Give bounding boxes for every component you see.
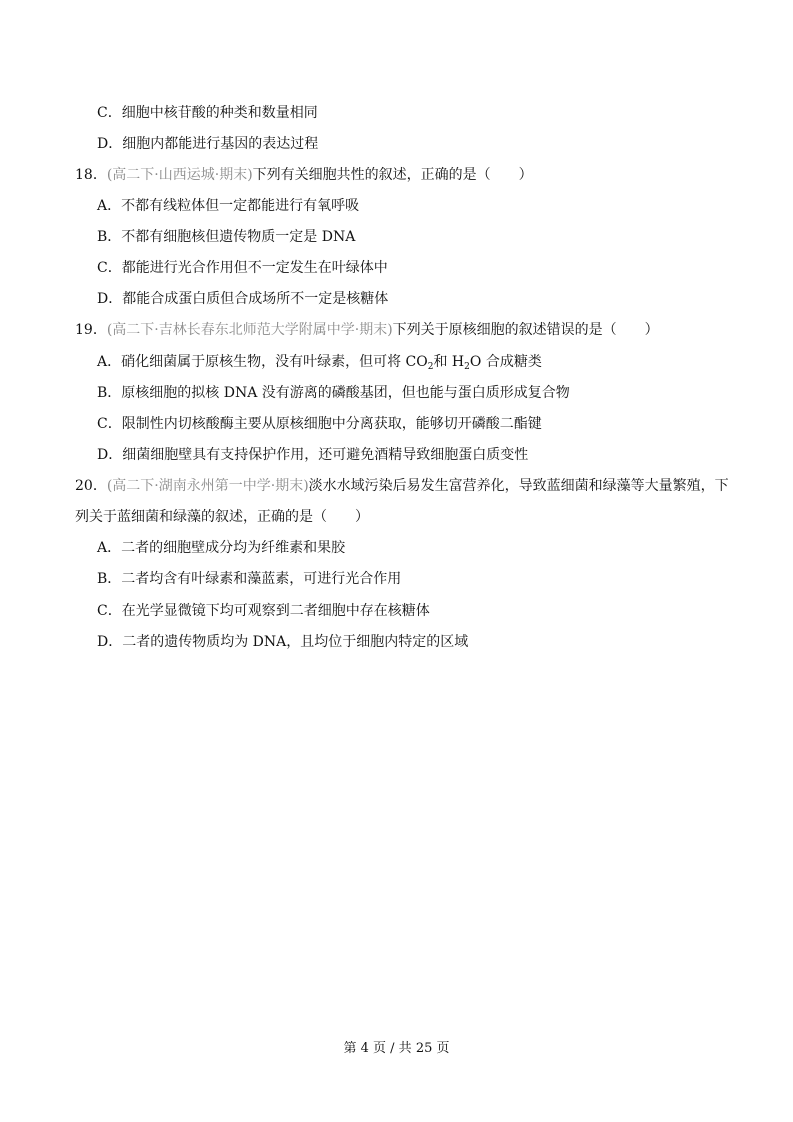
q19-option-a-text: A．硝化细菌属于原核生物，没有叶绿素，但可将 CO [97, 354, 428, 370]
q20-option-b: B．二者均含有叶绿素和藻蓝素，可进行光合作用 [97, 571, 402, 587]
page-number-footer: 第 4 页 / 共 25 页 [343, 1041, 450, 1056]
q18-number: 18． [75, 167, 107, 183]
q20-number: 20． [75, 478, 107, 494]
q20-source: (高二下·湖南永州第一中学·期末) [106, 478, 309, 494]
q20-option-d: D．二者的遗传物质均为 DNA，且均位于细胞内特定的区域 [97, 634, 469, 650]
q19-option-a-text-mid: 和 H [433, 354, 465, 370]
q18-option-a: A．不都有线粒体但一定都能进行有氧呼吸 [97, 198, 360, 214]
q18-source: (高二下·山西运城·期末) [106, 167, 253, 183]
q18-stem: 下列有关细胞共性的叙述，正确的是（ ） [252, 167, 533, 183]
q20-stem-line [75, 476, 729, 496]
q18-stem-line [75, 165, 533, 185]
q19-option-c: C．限制性内切核酸酶主要从原核细胞中分离获取，能够切开磷酸二酯键 [97, 416, 542, 432]
q17-option-d: D．细胞内都能进行基因的表达过程 [97, 136, 319, 152]
q20-stem-part1: 淡水水域污染后易发生富营养化，导致蓝细菌和绿藻等大量繁殖，下 [308, 478, 729, 494]
q18-option-b: B．不都有细胞核但遗传物质一定是 DNA [97, 229, 356, 245]
q20-option-a: A．二者的细胞壁成分均为纤维素和果胶 [97, 540, 346, 556]
q18-option-c: C．都能进行光合作用但不一定发生在叶绿体中 [97, 260, 388, 276]
q17-option-c: C．细胞中核苷酸的种类和数量相同 [97, 105, 318, 121]
q19-option-b: B．原核细胞的拟核 DNA 没有游离的磷酸基团，但也能与蛋白质形成复合物 [97, 385, 570, 401]
q20-stem-continuation: 列关于蓝细菌和绿藻的叙述，正确的是（ ） [75, 509, 369, 525]
q19-option-d: D．细菌细胞壁具有支持保护作用，还可避免酒精导致细胞蛋白质变性 [97, 447, 529, 463]
q19-stem-line [75, 320, 659, 340]
q18-option-d: D．都能合成蛋白质但合成场所不一定是核糖体 [97, 291, 389, 307]
q20-option-c: C．在光学显微镜下均可观察到二者细胞中存在核糖体 [97, 603, 430, 619]
subscript: 2 [464, 362, 470, 372]
q19-stem: 下列关于原核细胞的叙述错误的是（ ） [392, 322, 659, 338]
q19-source: (高二下·吉林长春东北师范大学附属中学·期末) [106, 322, 393, 338]
q19-number: 19． [75, 322, 107, 338]
subscript: 2 [427, 362, 434, 372]
q19-option-a-text-end: O 合成糖类 [469, 354, 542, 370]
q19-option-a [97, 352, 542, 372]
